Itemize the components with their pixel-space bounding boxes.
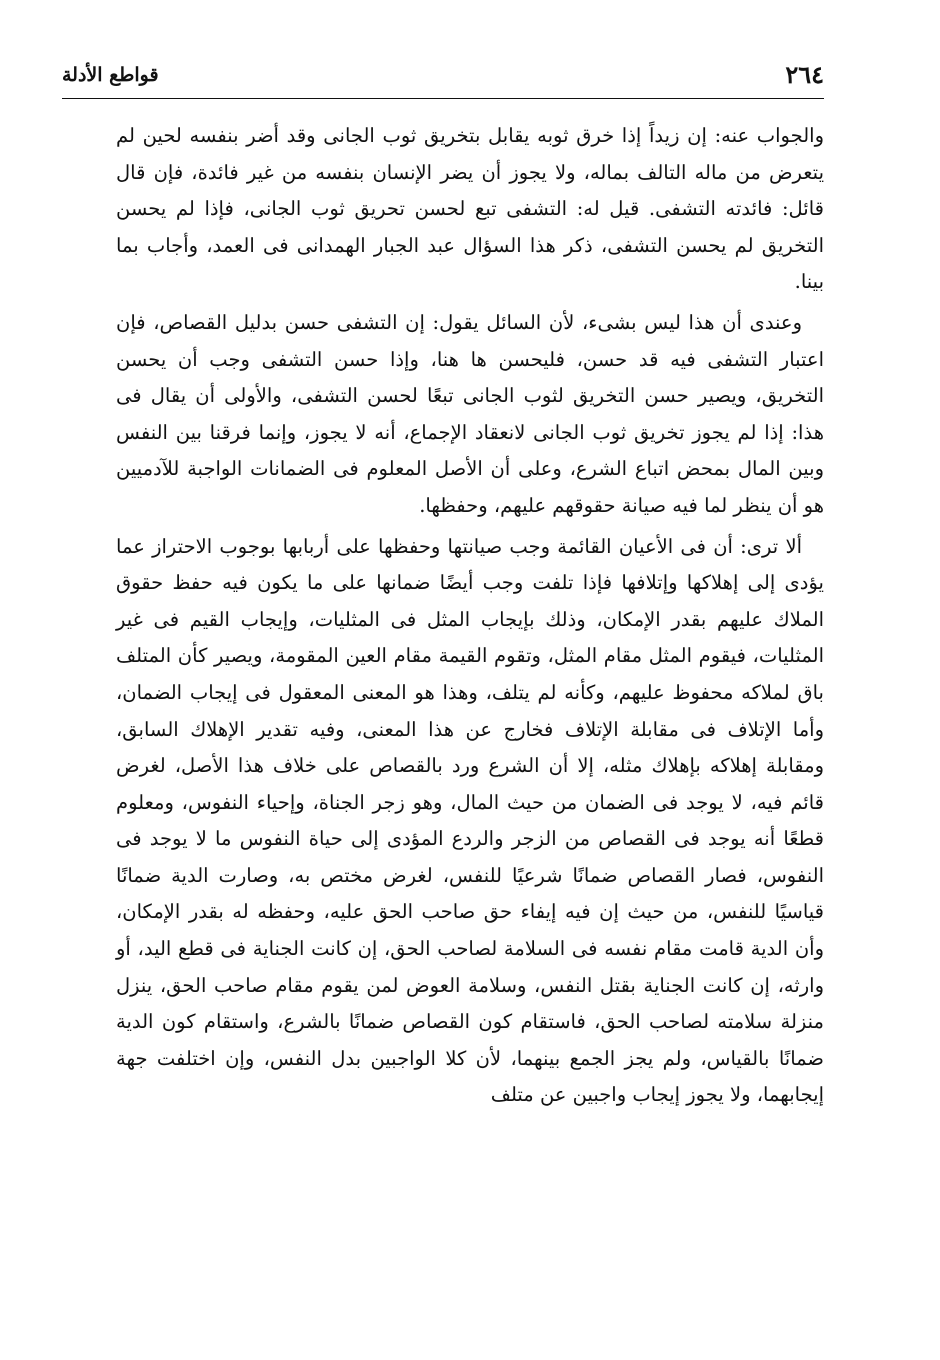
page-number: ٢٦٤ bbox=[785, 60, 824, 89]
running-title: قواطع الأدلة bbox=[62, 64, 159, 86]
header-divider bbox=[62, 98, 824, 99]
main-text bbox=[116, 118, 824, 1114]
paragraph-author-opinion: وعندى أن هذا ليس بشىء، لأن السائل يقول: إن التشفى حسن بدليل القصاص، فإن اعتبار التشفى فيه قد حسن، فليحسن ها هنا، وإذا حسن التشفى وجب أن يحسن التخريق، ويصير حسن التخريق لثوب الجانى تبعًا لحسن التشفى، والأولى أن يقال فى هذا: إذا لم يجوز تخريق ثوب الجانى لانعقاد الإجماع، أنه لا يجوز، وإنما فرقنا بين النفس وبين المال بمحض اتباع الشرع، وعلى أن الأصل المعلوم فى الضمانات الواجبة للآدميين هو أن ينظر لما فيه صيانة حقوقهم عليهم، وحفظها. bbox=[116, 310, 824, 517]
paragraph-answer: والجواب عنه: إن زيداً إذا خرق ثوبه يقابل بتخريق ثوب الجانى وقد أضر بنفسه لحين لم يتعرض من ماله التالف بماله، ولا يجوز أن يضر الإنسان بنفسه من غير فائدة، فإن قال قائل: فائدته التشفى. قيل له: التشفى تبع لحسن تحريق ثوب الجانى، فإذا لم يحسن التخريق لم يحسن التشفى، ذكر هذا السؤال عبد الجبار الهمدانى فى العمد، وأجاب بما بينا. bbox=[116, 124, 824, 294]
paragraph-example: ألا ترى: أن فى الأعيان القائمة وجب صيانتها وحفظها على أربابها بوجوب الاحتراز عما يؤدى إلى إهلاكها وإتلافها فإذا تلفت وجب أيضًا ضمانها على ما يكون فيه حفظ حقوق الملاك عليهم بقدر الإمكان، وذلك بإيجاب المثل فى المثليات، وإيجاب القيم فى غير المثليات، فيقوم المثل مقام المثل، وتقوم القيمة مقام العين المقومة، ويصير كأن المتلف باق لملاكه محفوظ عليهم، وكأنه لم يتلف، وهذا هو المعنى المعقول فى إيجاب الضمان، وأما الإتلاف فى مقابلة الإتلاف فخارج عن هذا المعنى، وفيه تقدير الإهلاك السابق، ومقابلة إهلاكه بإهلاك مثله، إلا أن الشرع ورد بالقصاص على خلاف هذا الأصل، لغرض قائم فيه، لا يوجد فى الضمان من حيث المال، وهو زجر الجناة، وإحياء النفوس، ومعلوم قطعًا أنه يوجد فى القصاص من الزجر والردع المؤدى إلى حياة النفوس ما لا يوجد فى النفوس، فصار القصاص ضمانًا شرعيًا للنفس، لغرض مختص به، وصارت الدية ضمانًا قياسيًا للنفس، من حيث إن فيه إيفاء حق صاحب الحق عليه، وحفظه له بقدر الإمكان، وأن الدية قامت مقام نفسه فى السلامة لصاحب الحق، إن كانت الجناية فى قطع اليد، أو وارثه، إن كانت الجناية بقتل النفس، وسلامة العوض لمن يقوم مقام صاحب الحق، ينزل منزلة سلامته لصاحب الحق، فاستقام كون القصاص ضمانًا بالشرع، واستقام كون الدية ضمانًا بالقياس، ولم يجز الجمع بينهما، لأن كلا الواجبين بدل النفس، وإن اختلفت جهة إيجابهما، ولا يجوز إيجاب واجبين عن متلف bbox=[116, 534, 824, 1107]
page-header bbox=[62, 58, 824, 106]
